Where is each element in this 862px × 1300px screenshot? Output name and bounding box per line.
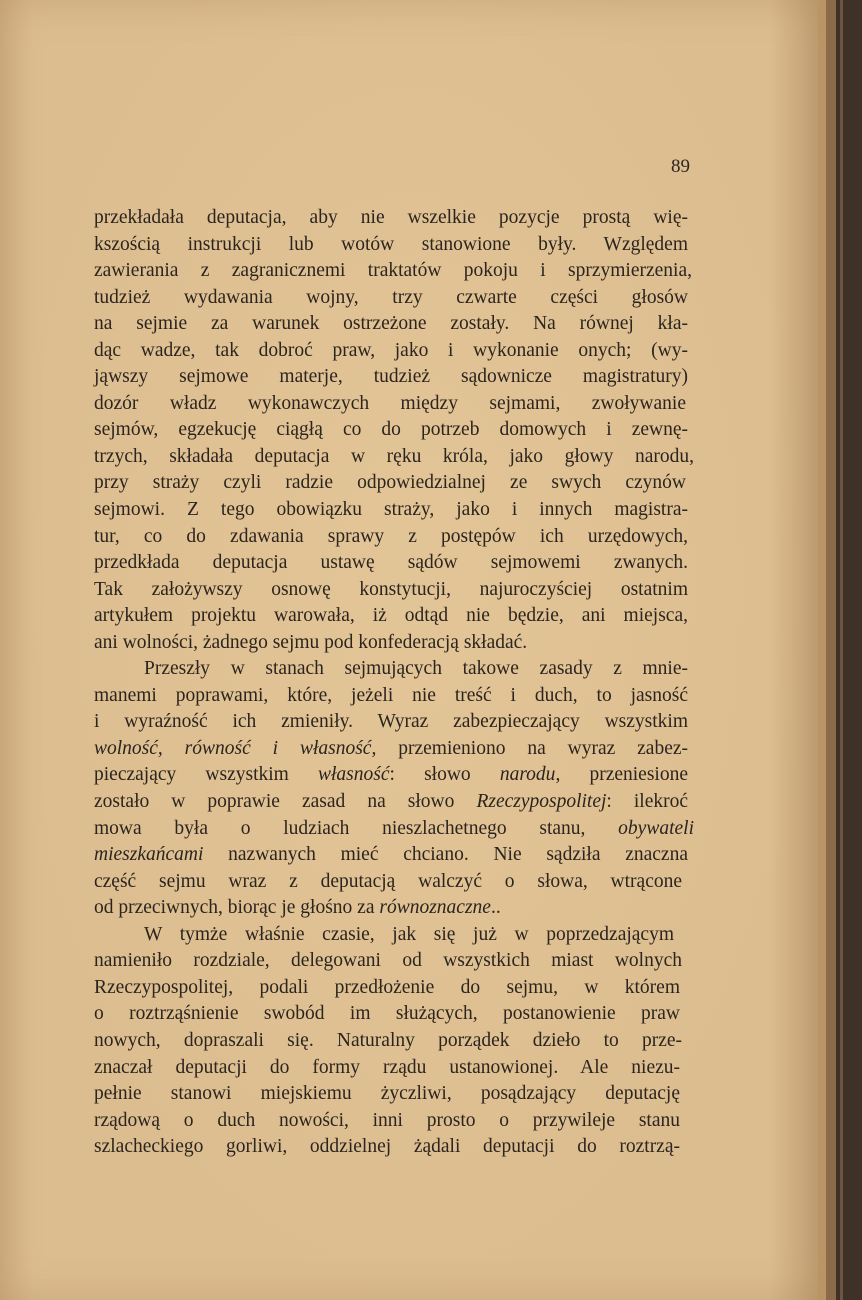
italic-phrase: równoznaczne	[379, 897, 491, 919]
text-line: trzych, składała deputacja w ręku króla, jako głowy narodu,	[94, 445, 694, 467]
text-line: namieniło rozdziale, delegowani od wszystkich miast wolnych	[94, 950, 682, 972]
text-line: szlacheckiego gorliwi, oddzielnej żądali deputacji do roztrzą-	[94, 1136, 680, 1158]
page-edge	[826, 0, 836, 1300]
text-line: manemi poprawami, które, jeżeli nie treść i duch, to jasność	[94, 684, 688, 706]
text-line: W tymże właśnie czasie, jak się już w poprzedzającym	[144, 923, 674, 945]
text-line: sejmowi. Z tego obowiązku straży, jako i innych magistra-	[94, 499, 688, 521]
page-text	[94, 205, 694, 1161]
text-line: sejmów, egzekucję ciągłą co do potrzeb domowych i zewnę-	[94, 419, 688, 441]
italic-phrase: wolność, równość i własność,	[94, 737, 377, 759]
text-line: wolność, równość i własność, przemieniono na wyraz zabez-	[94, 737, 688, 759]
italic-phrase: obywateli	[618, 817, 694, 839]
italic-phrase: własność	[317, 764, 390, 786]
text-line: mowa była o ludziach nieszlachetnego stanu, obywateli	[94, 817, 694, 839]
text-line: przy straży czyli radzie odpowiedzialnej ze swych czynów	[94, 472, 686, 494]
text-line: o roztrząśnienie swobód im służących, postanowienie praw	[94, 1003, 680, 1025]
text-line: nowych, dopraszali się. Naturalny porządek dzieło to prze-	[94, 1029, 682, 1051]
text-line: część sejmu wraz z deputacją walczyć o słowa, wtrącone	[94, 870, 682, 892]
page-edge	[840, 0, 843, 1300]
italic-phrase: Rzeczypospolitej	[476, 791, 607, 813]
text-line: artykułem projektu warowała, iż odtąd nie będzie, ani miejsca,	[94, 605, 688, 627]
text-line: pieczający wszystkim własność: słowo narodu, przeniesione	[94, 764, 688, 786]
page-number: 89	[671, 156, 690, 177]
text-line: dozór władz wykonawczych między sejmami, zwoływanie	[94, 392, 686, 414]
text-line: przekładała deputacja, aby nie wszelkie pozycje prostą wię-	[94, 207, 688, 228]
text-line: jąwszy sejmowe materje, tudzież sądownicze magistratury)	[94, 366, 688, 388]
text-line: tudzież wydawania wojny, trzy czwarte części głosów	[94, 286, 688, 308]
text-line: dąc wadze, tak dobroć praw, jako i wykonanie onych; (wy-	[94, 339, 688, 361]
text-line: Tak założywszy osnowę konstytucji, najuroczyściej ostatnim	[94, 578, 688, 600]
text-line: pełnie stanowi miejskiemu życzliwi, posądzający deputację	[94, 1083, 680, 1105]
page-edge	[818, 0, 826, 1300]
text-line: od przeciwnych, biorąc je głośno za równoznaczne..	[94, 897, 501, 919]
text-line: znaczał deputacji do formy rządu ustanowionej. Ale niezu-	[94, 1056, 680, 1078]
text-line: tur, co do zdawania sprawy z postępów ich urzędowych,	[94, 525, 688, 547]
text-line: zostało w poprawie zasad na słowo Rzeczypospolitej: ilekroć	[94, 791, 689, 813]
text-line: rządową o duch nowości, inni prosto o przywileje stanu	[94, 1109, 680, 1131]
text-line: przedkłada deputacja ustawę sądów sejmowemi zwanych.	[94, 552, 688, 574]
italic-phrase: mieszkańcami	[94, 844, 204, 866]
text-line: na sejmie za warunek ostrzeżone zostały. Na równej kła-	[94, 313, 688, 335]
text-line: zawierania z zagranicznemi traktatów pokoju i sprzymierzenia,	[94, 260, 692, 282]
text-line: ani wolności, żadnego sejmu pod konfederacją składać.	[94, 631, 528, 653]
text-line: kszością instrukcji lub wotów stanowione były. Względem	[94, 233, 688, 255]
text-line: i wyraźność ich zmieniły. Wyraz zabezpieczający wszystkim	[94, 711, 688, 733]
italic-phrase: narodu	[499, 764, 556, 786]
text-line: Przeszły w stanach sejmujących takowe zasady z mnie-	[144, 658, 688, 680]
text-line: mieszkańcami nazwanych mieć chciano. Nie sądziła znaczna	[94, 844, 688, 866]
text-line: Rzeczypospolitej, podali przedłożenie do sejmu, w którem	[94, 976, 680, 998]
